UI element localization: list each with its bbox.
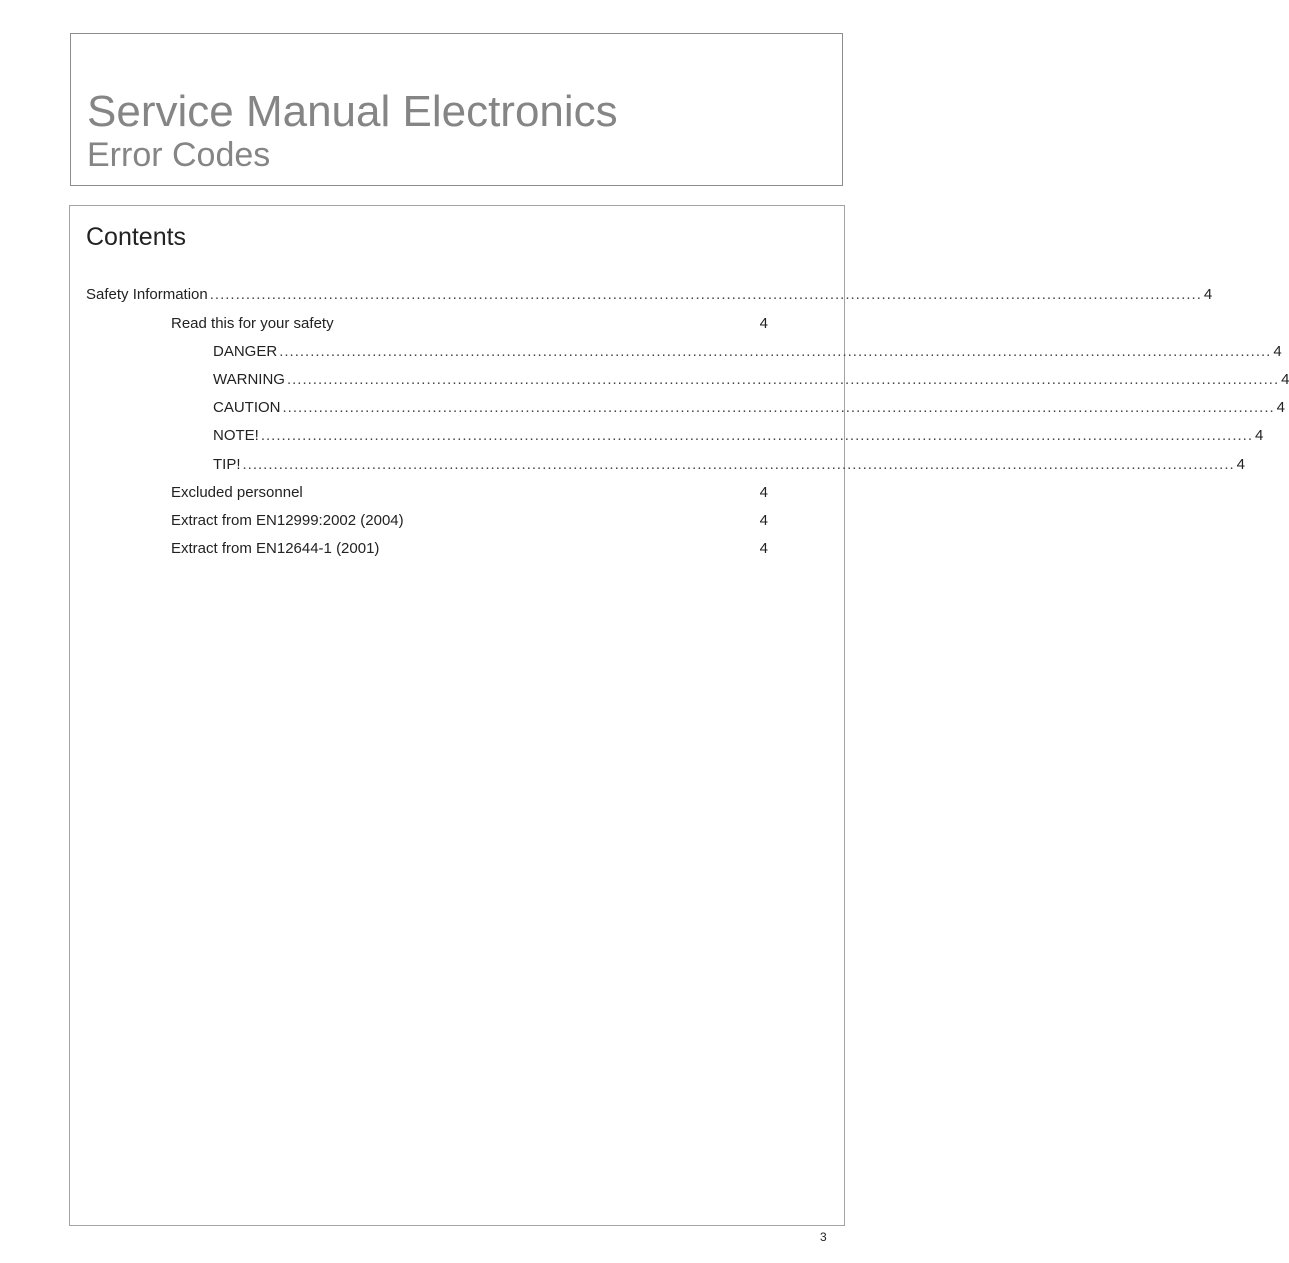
contents-heading: Contents [86, 223, 187, 251]
toc-entry-page: 4 [1281, 371, 1289, 388]
toc-entry-page: 4 [1276, 399, 1285, 416]
toc-entry-caution[interactable] [213, 398, 1285, 418]
toc-entry-safety-information[interactable] [86, 285, 1213, 305]
toc-entry-page: 4 [1203, 286, 1213, 303]
toc-entry-label: Extract from EN12644-1 (2001) [171, 540, 380, 557]
toc-entry-extract-en12999[interactable] [171, 511, 768, 531]
toc-entry-label: TIP! [213, 456, 241, 473]
toc-entry-label: DANGER [213, 343, 278, 360]
toc-dot-leader: ................................................................................................................................................................................................ [209, 286, 1202, 303]
toc-entry-label: Safety Information [86, 286, 208, 303]
toc-entry-page: 4 [759, 315, 768, 332]
page-number: 3 [820, 1230, 827, 1244]
toc-entry-tip[interactable] [213, 455, 1246, 475]
toc-dot-leader: ................................................................................................................................................................................................ [279, 343, 1272, 360]
toc-entry-page: 4 [1273, 343, 1282, 360]
toc-entry-label: Extract from EN12999:2002 (2004) [171, 512, 404, 529]
toc-entry-page: 4 [759, 484, 768, 501]
toc-entry-page: 4 [759, 512, 768, 529]
toc-entry-label: WARNING [213, 371, 285, 388]
toc-entry-label: CAUTION [213, 399, 281, 416]
toc-entry-page: 4 [1236, 456, 1246, 473]
toc-entry-extract-en12644[interactable] [171, 539, 768, 559]
toc-entry-page: 4 [759, 540, 768, 557]
toc-dot-leader: ................................................................................................................................................................................................ [286, 371, 1280, 388]
toc-entry-label: NOTE! [213, 427, 259, 444]
toc-entry-note[interactable] [213, 426, 1264, 446]
toc-entry-warning[interactable] [213, 370, 1289, 390]
toc-dot-leader: ................................................................................................................................................................................................ [282, 399, 1275, 416]
toc-entry-danger[interactable] [213, 342, 1282, 362]
toc-dot-leader: ................................................................................................................................................................................................ [242, 456, 1235, 473]
document-title: Service Manual Electronics [87, 87, 618, 136]
table-of-contents [69, 205, 1289, 1226]
toc-dot-leader: ................................................................................................................................................................................................ [260, 427, 1253, 444]
toc-entry-excluded-personnel[interactable] [171, 483, 768, 503]
toc-entry-page: 4 [1255, 427, 1264, 444]
toc-entry-label: Read this for your safety [171, 315, 334, 332]
toc-entry-label: Excluded personnel [171, 484, 303, 501]
toc-entry-read-this-for-your-safety[interactable] [171, 314, 768, 334]
title-block [70, 33, 843, 186]
document-subtitle: Error Codes [87, 136, 271, 174]
